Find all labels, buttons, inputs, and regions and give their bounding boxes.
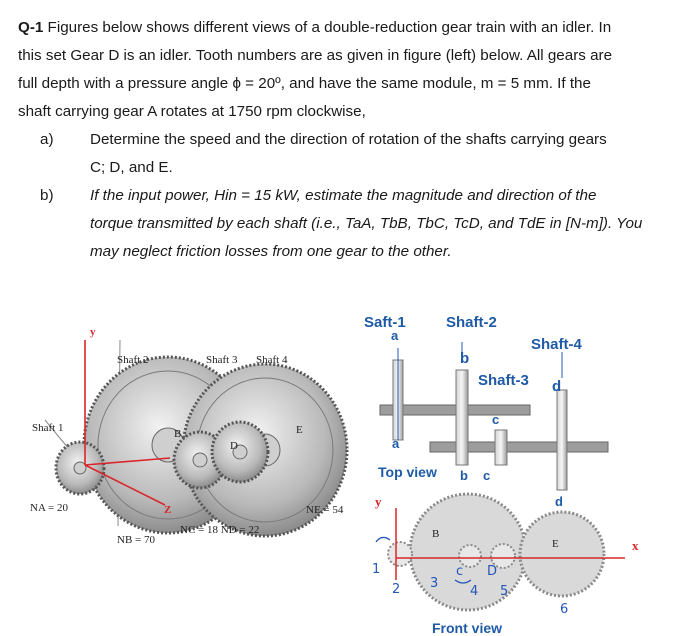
label-left-y: y [90,326,96,338]
label-gear-e-front: E [552,538,559,550]
intro-line-2: this set Gear D is an idler. Tooth numbers are as given in figure (left) below. All gears are [18,47,613,64]
label-gear-e: E [296,424,303,436]
label-top-view: Top view [378,464,437,480]
hand-mark-4: 4 [470,584,479,599]
label-front-y: y [375,494,382,509]
label-shaft-2-top: Shaft-2 [446,314,497,331]
label-c-lower: c [483,468,491,483]
intro-line-1-text: Figures below shows different views of a double-reduction gear train with an idler. In [43,19,612,36]
label-a-top: a [391,328,399,343]
question-id: Q-1 [18,19,44,36]
gear-a-front [388,542,412,566]
hand-mark-3: 3 [430,576,439,591]
intro-line-4: shaft carrying gear A rotates at 1750 rpm clockwise, [18,103,366,120]
label-front-view: Front view [432,620,503,636]
hand-mark-5: 5 [500,584,509,599]
label-a-lower: a [392,436,400,451]
label-shaft-2: Shaft 2 [117,354,149,366]
label-c-top: c [492,412,500,427]
label-nc-nd: NC = 18 ND = 22 [180,524,260,536]
label-shaft-1: Shaft 1 [32,422,64,434]
label-shaft-4-top: Shaft-4 [531,336,582,353]
shaft-2-top [456,370,468,465]
label-b-lower: b [460,468,468,483]
part-a-label: a) [40,131,54,148]
hand-mark-1: 1 [372,562,381,577]
shaft-4-top [557,390,567,490]
question-intro [18,14,674,126]
gear-train-figure [0,280,688,636]
hand-mark-6: 6 [560,602,569,617]
shaft-3-top [495,430,507,465]
gear-train-drawing [0,280,688,636]
label-gear-b: B [174,428,182,440]
rotation-arrow-1 [376,537,390,542]
part-a-line-1: Determine the speed and the direction of rotation of the shafts carrying gears [90,131,607,148]
label-saft-1: Saft-1 [364,314,406,331]
part-b-line-1: If the input power, Hin = 15 kW, estimate the magnitude and direction of the [90,187,597,204]
part-b-line-2: torque transmitted by each shaft (i.e., TaA, TbB, TbC, TcD, and TdE in [N-m]). You [90,215,643,232]
intro-line-3: full depth with a pressure angle ϕ = 20º, and have the same module, m = 5 mm. If the [18,75,591,92]
part-b-line-3: may neglect friction losses from one gear to the other. [90,243,452,260]
label-ne: NE = 54 [306,504,344,516]
left-isometric-view [45,340,347,536]
label-d-lower: d [555,494,563,509]
label-shaft-3-top: Shaft-3 [478,372,529,389]
label-c-front: c [456,564,464,579]
part-b-label: b) [40,187,54,204]
label-gear-d: D [230,440,238,452]
label-shaft-3: Shaft 3 [206,354,238,366]
gear-e-front [520,512,604,596]
label-nb: NB = 70 [117,534,155,546]
label-left-z: Z [164,504,172,516]
part-a-line-2: C; D, and E. [90,159,173,176]
label-shaft-4: Shaft 4 [256,354,288,366]
label-d-top: d [552,378,562,395]
label-gear-b-front: B [432,528,440,540]
part-b-text [90,182,660,266]
intro-line-1 [18,14,674,42]
label-d-front: D [487,564,498,579]
label-front-x: x [632,538,639,553]
part-a-text [90,126,660,182]
gear-c-hub [193,453,207,467]
hand-mark-2: 2 [392,582,401,597]
label-b-top: b [460,350,470,367]
label-na: NA = 20 [30,502,68,514]
